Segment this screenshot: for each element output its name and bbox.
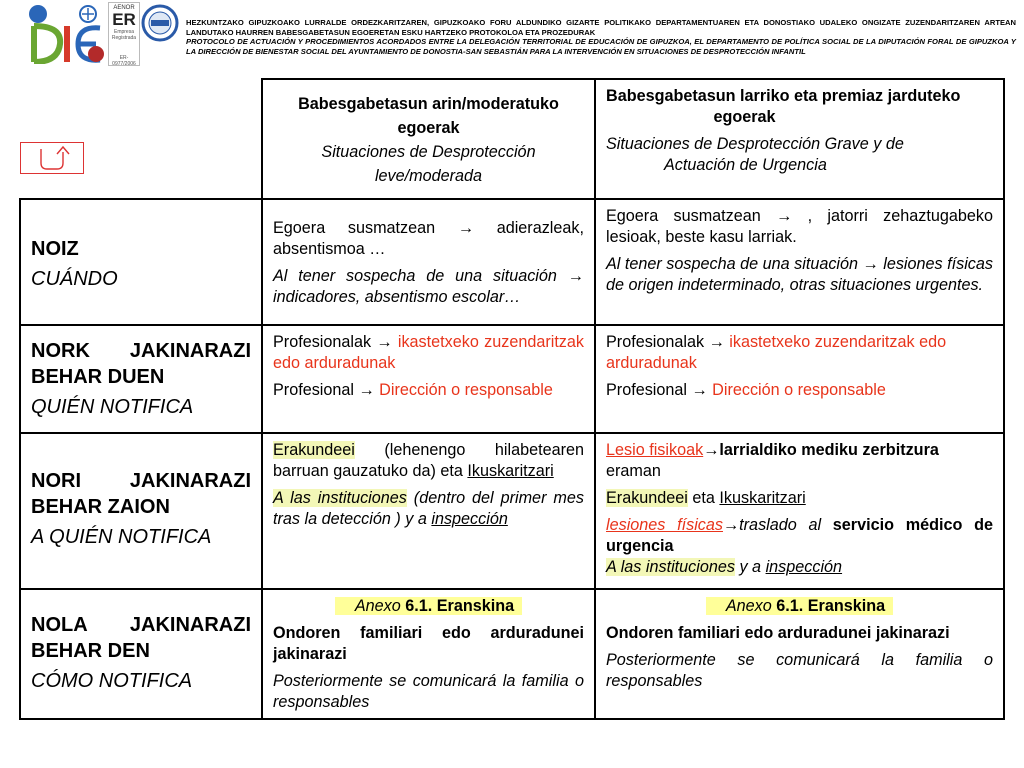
to-whom-mild-eu-inspection: Ikuskaritzari	[467, 462, 554, 480]
to-whom-mild-es-middle: (dentro del primer mes tras la detección ) y a	[273, 489, 584, 528]
cell-who-mild	[261, 324, 594, 432]
when-mild-es: Al tener sospecha de una situación → indicadores, absentismo escolar…	[273, 267, 584, 306]
to-whom-mild-es	[273, 488, 584, 530]
cell-who-severe	[594, 324, 1005, 432]
who-severe-eu	[606, 332, 993, 374]
who-mild-es-target: Dirección o responsable	[379, 381, 553, 399]
cell-to-whom-mild	[261, 432, 594, 588]
to-whom-severe-l1	[606, 440, 993, 482]
row-how-eu: NOLA JAKINARAZI BEHAR DEN	[31, 614, 251, 662]
who-severe-es-target: Dirección o responsable	[712, 381, 886, 399]
to-whom-severe-traslado: →traslado al	[722, 516, 833, 534]
header-text	[186, 18, 1016, 56]
who-mild-eu-prefix: Profesionalak →	[273, 333, 398, 351]
col2-title-es-2: Actuación de Urgencia	[664, 156, 827, 174]
how-mild-annex-prefix: Anexo	[354, 597, 406, 615]
how-mild-annex-badge[interactable]	[335, 597, 522, 615]
row-how-es: CÓMO NOTIFICA	[31, 670, 193, 692]
col1-title-eu-2: egoerak	[397, 119, 460, 137]
who-mild-es	[273, 380, 584, 401]
how-severe-annex-label: 6.1. Eranskina	[776, 597, 886, 615]
to-whom-mild-eu	[273, 440, 584, 482]
protocol-table	[19, 78, 1005, 720]
col1-title-es-2: leve/moderada	[374, 167, 483, 185]
row-to-whom-es: A QUIÉN NOTIFICA	[31, 526, 212, 548]
who-severe-eu-prefix: Profesionalak →	[606, 333, 730, 351]
cell-when-severe	[594, 198, 1005, 324]
row-who-es: QUIÉN NOTIFICA	[31, 396, 194, 418]
when-severe-eu: Egoera susmatzean → , jatorri zehaztugabeko lesioak, beste kasu larriak.	[606, 207, 993, 246]
when-mild-eu: Egoera susmatzean → adierazleak, absentismoa …	[273, 219, 584, 258]
to-whom-severe-l2	[606, 488, 993, 509]
to-whom-severe-inspection-es: inspección	[765, 558, 843, 576]
how-severe-es: Posteriormente se comunicará la familia o responsables	[606, 651, 993, 690]
who-mild-eu	[273, 332, 584, 374]
to-whom-severe-lesiones: lesiones físicas	[606, 516, 723, 534]
to-whom-mild-eu-middle: (lehenengo hilabetearen barruan gauzatuko da) eta	[273, 441, 584, 480]
who-severe-es-prefix: Profesional →	[606, 381, 713, 399]
to-whom-severe-l3	[606, 515, 993, 557]
row-to-whom-eu: NORI JAKINARAZI BEHAR ZAION	[31, 470, 251, 518]
how-mild-eu: Ondoren familiari edo arduradunei jakinarazi	[273, 624, 584, 663]
how-severe-eu: Ondoren familiari edo arduradunei jakinarazi	[606, 624, 950, 642]
row-who-eu: NORK JAKINARAZI BEHAR DUEN	[31, 340, 251, 388]
column-header-mild	[261, 78, 594, 198]
er-label: ER	[112, 10, 136, 29]
to-whom-mild-eu-institutions: Erakundeei	[273, 441, 355, 459]
who-mild-eu-target: ikastetxeko zuzendaritzak edo arduradunak	[273, 333, 585, 372]
row-header-who	[19, 324, 261, 432]
die-logo	[24, 4, 106, 64]
iqnet-logo	[141, 4, 179, 42]
header-basque: HEZKUNTZAKO GIPUZKOAKO LURRALDE ORDEZKARITZAREN, GIPUZKOAKO FORU ALDUNDIKO GIZARTE POLITIKAKO DEPARTAMENTUAREN ETA DONOSTIAKO UDALEKO ONGIZATE ZUZENDARITZAREN ARTEAN LANDUTAKO HAURREN BABESGABETASUN EGOERETAN ESKU HARTZEKO PROTOKOLOA ETA PROZEDURAK	[186, 18, 1016, 37]
to-whom-severe-and-es: y a	[734, 558, 766, 576]
row-header-to-whom	[19, 432, 261, 588]
col2-title-eu-1: Babesgabetasun larriko eta premiaz jarduteko	[606, 87, 961, 105]
to-whom-severe-inspection-eu: Ikuskaritzari	[719, 489, 806, 507]
col2-title-es-1: Situaciones de Desprotección Grave y de	[606, 135, 904, 153]
to-whom-severe-institutions-es: A las instituciones	[606, 558, 735, 576]
er-sub-label: Empresa Registrada	[111, 29, 137, 41]
row-when-eu: NOIZ	[31, 238, 79, 260]
how-mild-es: Posteriormente se comunicará la familia o responsables	[273, 672, 584, 711]
er-code: ER-0977/2006	[112, 55, 136, 67]
to-whom-severe-and-eu: eta	[687, 489, 720, 507]
how-severe-annex-prefix: Anexo	[725, 597, 777, 615]
to-whom-severe-l4	[606, 557, 993, 578]
to-whom-severe-institutions-eu: Erakundeei	[606, 489, 688, 507]
cell-how-mild	[261, 588, 594, 720]
cell-to-whom-severe	[594, 432, 1005, 588]
col1-title-es-1: Situaciones de Desprotección	[321, 143, 536, 161]
col2-title-eu-2: egoerak	[713, 108, 776, 126]
to-whom-severe-take: eraman	[606, 462, 661, 480]
when-severe-es: Al tener sospecha de una situación → lesiones físicas de origen indeterminado, otras situaciones urgentes.	[606, 255, 993, 294]
how-mild-annex-label: 6.1. Eranskina	[405, 597, 515, 615]
to-whom-severe-urgent-service: servicio médico de urgencia	[606, 516, 993, 555]
aenor-label: AENOR	[113, 5, 135, 11]
die-logo-dot	[29, 5, 47, 23]
row-when-es: CUÁNDO	[31, 268, 118, 290]
to-whom-severe-physical-injuries: Lesio fisikoak	[606, 441, 704, 459]
how-mild-annex	[273, 596, 584, 617]
to-whom-severe-emergency-eu: →larrialdiko mediku zerbitzura	[703, 441, 939, 459]
who-severe-es	[606, 380, 993, 401]
aenor-er-logo	[108, 2, 140, 66]
row-header-when	[19, 198, 261, 324]
to-whom-mild-es-inspection: inspección	[431, 510, 508, 528]
how-severe-annex	[606, 596, 993, 617]
who-mild-es-prefix: Profesional →	[273, 381, 380, 399]
to-whom-mild-es-institutions: A las instituciones	[273, 489, 407, 507]
cell-how-severe	[594, 588, 1005, 720]
col1-title-eu-1: Babesgabetasun arin/moderatuko	[298, 95, 559, 113]
column-header-severe	[594, 78, 1005, 198]
row-header-how	[19, 588, 261, 720]
cell-when-mild	[261, 198, 594, 324]
who-severe-eu-target: ikastetxeko zuzendaritzak edo arduradunak	[606, 333, 947, 372]
how-severe-annex-badge[interactable]	[706, 597, 893, 615]
header-spanish: PROTOCOLO DE ACTUACIÓN Y PROCEDIMIENTOS ACORDADOS ENTRE LA DELEGACIÓN TERRITORIAL DE EDUCACIÓN DE GIPUZKOA, EL DEPARTAMENTO DE POLÍTICA SOCIAL DE LA DIPUTACIÓN FORAL DE GIPUZKOA Y LA DIRECCIÓN DE BIENESTAR SOCIAL DEL AYUNTAMIENTO DE DONOSTIA-SAN SEBASTIÁN PARA LA INTERVENCIÓN EN SITUACIONES DE DESPROTECCIÓN INFANTIL	[186, 37, 1016, 56]
